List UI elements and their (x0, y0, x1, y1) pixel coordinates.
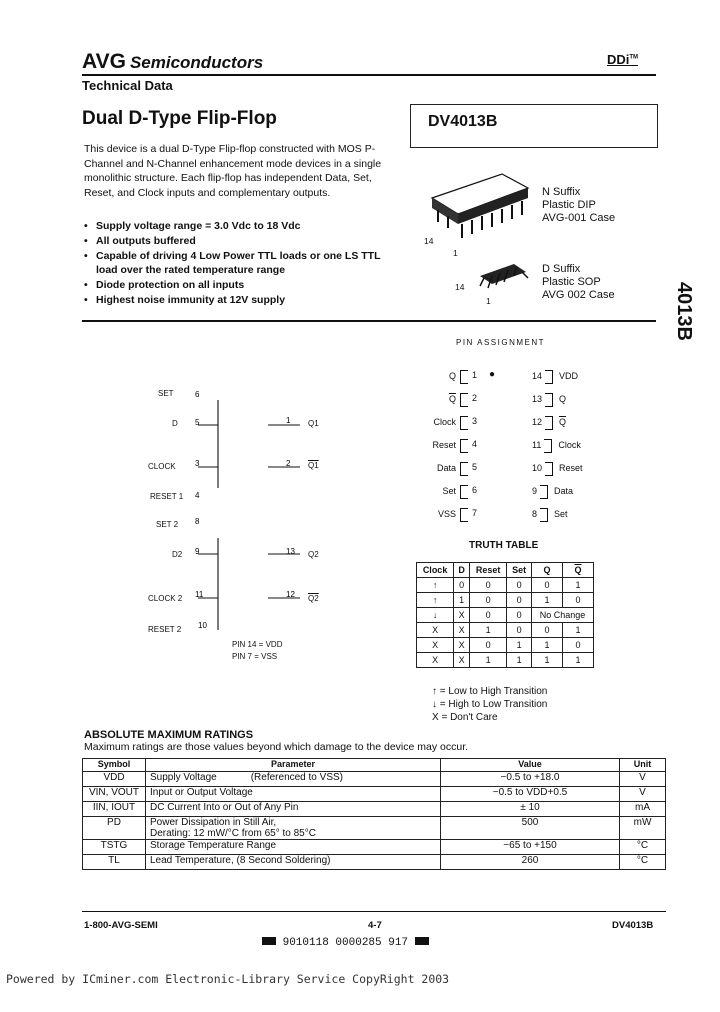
truth-table-cell: 1 (562, 653, 593, 668)
ff2-clock-pin: 11 (195, 590, 204, 599)
truth-table-cell: ↑ (417, 578, 454, 593)
dip-case: AVG-001 Case (542, 212, 616, 224)
ff1-q-pin: 1 (286, 416, 291, 425)
pin-bracket (545, 370, 553, 384)
truth-table-cell: X (454, 653, 470, 668)
ratings-symbol: VIN, VOUT (83, 787, 146, 802)
ratings-value: 500 (441, 817, 620, 840)
pin-assignment-title: PIN ASSIGNMENT (456, 338, 546, 347)
ratings-unit: °C (620, 840, 666, 855)
truth-table-cell: X (454, 623, 470, 638)
pin-name: Clock (433, 417, 456, 428)
ratings-param-note: Derating: 12 mW/°C from 65° to 85°C (150, 828, 316, 839)
legend-dont-care: X = Don't Care (432, 712, 498, 723)
sop-package-icon (480, 264, 528, 288)
ratings-symbol: VDD (83, 772, 146, 787)
watermark: Powered by ICminer.com Electronic-Library Service CopyRight 2003 (6, 972, 450, 986)
ratings-value: −0.5 to VDD+0.5 (441, 787, 620, 802)
truth-table-cell: X (417, 623, 454, 638)
brand-name: AVG (82, 50, 126, 73)
tt-col-set: Set (507, 563, 532, 578)
ratings-symbol: PD (83, 817, 146, 840)
ratings-value: ± 10 (441, 802, 620, 817)
feature-item: • Highest noise immunity at 12V supply (84, 293, 404, 308)
dip-pin1-label: 1 (453, 248, 458, 258)
ff1-q-label: Q1 (308, 419, 319, 428)
footer-part: DV4013B (612, 920, 654, 931)
ratings-col-value: Value (441, 759, 620, 772)
pin-note-vss: PIN 7 = VSS (232, 652, 278, 661)
truth-table (416, 562, 594, 668)
dip-package-icon (432, 174, 528, 238)
truth-table-cell: 1 (532, 593, 563, 608)
ddi-logo-text: DDi (607, 52, 630, 67)
pin-number: 13 (532, 394, 543, 405)
pin-bracket (460, 416, 468, 430)
truth-table-row (417, 623, 594, 638)
truth-table-cell: X (454, 638, 470, 653)
description: This device is a dual D-Type Flip-flop constructed with MOS P-Channel and N-Channel enhancement mode devices in a single monolithic structure. Each flip-flop has independent Data, Set, Reset, and Clock inputs and complementary outputs. (84, 143, 382, 199)
ratings-param-text: Power Dissipation in Still Air, (150, 817, 277, 828)
ratings-unit: mW (620, 817, 666, 840)
side-part-label: 4013B (673, 282, 695, 341)
truth-table-cell: 0 (470, 638, 507, 653)
footer-rule (82, 911, 666, 912)
truth-table-row (417, 578, 594, 593)
pin-row (448, 370, 478, 384)
truth-table-cell: 0 (507, 608, 532, 623)
tt-col-reset: Reset (470, 563, 507, 578)
feature-item: • Capable of driving 4 Low Power TTL loads or one LS TTL load over the rated temperature range (84, 249, 404, 279)
sop-case: AVG 002 Case (542, 289, 615, 301)
dip-package-info (542, 186, 615, 225)
truth-table-cell: 0 (532, 623, 563, 638)
pin-name: VDD (559, 371, 579, 382)
truth-table-cell: 0 (562, 638, 593, 653)
ratings-row (83, 772, 666, 787)
ddi-tm: TM (629, 54, 639, 61)
pin-bracket (544, 439, 552, 453)
pin-row (532, 416, 566, 430)
truth-table-cell: 0 (470, 608, 507, 623)
truth-table-cell: 1 (532, 638, 563, 653)
ff1-set-label: SET (158, 389, 174, 398)
pin-bracket (545, 416, 553, 430)
barcode-text: 9010118 0000285 917 (282, 937, 409, 949)
truth-table-cell: X (417, 653, 454, 668)
ratings-row (83, 787, 666, 802)
ratings-parameter (146, 855, 441, 870)
pin-row (532, 485, 573, 499)
pin-row (442, 485, 478, 499)
pin-name: Data (436, 463, 456, 474)
truth-table-header (417, 563, 594, 578)
ff1-d-label: D (172, 419, 178, 428)
pin-number: 2 (472, 393, 478, 403)
pin-number: 7 (472, 508, 478, 518)
pin-note-vdd: PIN 14 = VDD (232, 640, 283, 649)
ddi-logo (607, 52, 638, 67)
ratings-unit: V (620, 787, 666, 802)
ff1-set-pin: 6 (195, 390, 200, 399)
pin-name: Reset (559, 463, 583, 474)
ratings-param-note: (Referenced to VSS) (250, 772, 343, 783)
pin-name: Reset (432, 440, 456, 451)
ff1-clock-label: CLOCK (148, 462, 176, 471)
truth-table-cell: 0 (470, 578, 507, 593)
truth-table-cell: 1 (470, 653, 507, 668)
truth-table-cell: 0 (470, 593, 507, 608)
legend-rising: ↑ = Low to High Transition (432, 686, 548, 697)
ff1-qbar-pin: 2 (286, 459, 291, 468)
pin-number: 1 (472, 370, 478, 380)
pin-row (433, 416, 478, 430)
ratings-value: −0.5 to +18.0 (441, 772, 620, 787)
truth-table-cell: 1 (562, 623, 593, 638)
feature-item: • Supply voltage range = 3.0 Vdc to 18 Vdc (84, 219, 404, 234)
pin-bracket (545, 462, 553, 476)
pin-bracket (540, 508, 548, 522)
pin-number: 14 (532, 371, 543, 382)
ff1-d-pin: 5 (195, 418, 200, 427)
barcode-block-icon (415, 937, 429, 945)
ratings-unit: °C (620, 855, 666, 870)
ratings-col-parameter: Parameter (146, 759, 441, 772)
sop-type: Plastic SOP (542, 276, 601, 288)
ff2-clock-label: CLOCK 2 (148, 594, 183, 603)
ff1-qbar-label: Q1 (308, 461, 319, 470)
pin-row (448, 393, 478, 407)
pin-number: 8 (532, 509, 538, 520)
pin-name: Clock (558, 440, 581, 451)
pin-bracket (460, 370, 468, 384)
pin-row (532, 508, 568, 522)
truth-table-cell: 1 (562, 578, 593, 593)
ratings-title: ABSOLUTE MAXIMUM RATINGS (84, 729, 254, 741)
pin-bracket (540, 485, 548, 499)
ratings-symbol: TL (83, 855, 146, 870)
ratings-row (83, 840, 666, 855)
ratings-subtitle: Maximum ratings are those values beyond which damage to the device may occur. (84, 741, 469, 753)
pin1-dot-icon: ● (489, 369, 496, 380)
ff1-reset-label: RESET 1 (150, 492, 184, 501)
ratings-symbol: IIN, IOUT (83, 802, 146, 817)
feature-list (84, 219, 404, 308)
pin-name: Set (442, 486, 456, 497)
truth-table-cell: 0 (454, 578, 470, 593)
section-label: Technical Data (82, 78, 173, 93)
barcode-line (262, 937, 429, 949)
brand-sub: Semiconductors (129, 53, 264, 72)
pin-bracket (545, 393, 553, 407)
ff2-qbar-pin: 12 (286, 590, 295, 599)
truth-table-cell: 1 (507, 653, 532, 668)
truth-table-cell: 0 (507, 593, 532, 608)
pin-row (532, 393, 566, 407)
pin-bracket (460, 439, 468, 453)
sop-pin1-label: 1 (486, 296, 491, 306)
truth-table-row (417, 638, 594, 653)
sop-suffix: D Suffix (542, 263, 581, 275)
ratings-parameter (146, 772, 441, 787)
ratings-row (83, 817, 666, 840)
truth-table-cell: 1 (470, 623, 507, 638)
truth-table-row (417, 653, 594, 668)
header-rule (82, 74, 656, 76)
ratings-col-unit: Unit (620, 759, 666, 772)
truth-table-row (417, 593, 594, 608)
ratings-row (83, 855, 666, 870)
truth-table-legend (432, 685, 547, 724)
ratings-parameter (146, 817, 441, 840)
ratings-table (82, 758, 666, 870)
footer-phone: 1-800-AVG-SEMI (84, 920, 158, 931)
truth-table-cell: 0 (507, 578, 532, 593)
package-drawings (418, 168, 548, 304)
truth-table-cell: No Change (532, 608, 594, 623)
truth-table-cell: ↓ (417, 608, 454, 623)
truth-table-row (417, 608, 594, 623)
truth-table-cell: ↑ (417, 593, 454, 608)
truth-table-title: TRUTH TABLE (469, 540, 539, 551)
truth-table-cell: 1 (507, 638, 532, 653)
ff1-reset-pin: 4 (195, 491, 200, 500)
feature-item: • All outputs buffered (84, 234, 404, 249)
page-title: Dual D-Type Flip-Flop (82, 108, 277, 129)
ff2-q-pin: 13 (286, 547, 295, 556)
pin-name: $\overline{Q}$ (559, 417, 567, 428)
pin-bracket (460, 393, 468, 407)
pin-name: Set (554, 509, 568, 520)
pin-number: 3 (472, 416, 478, 426)
pin-number: 12 (532, 417, 543, 428)
tt-col-q: Q (532, 563, 563, 578)
pin-name: Q (559, 394, 567, 405)
brand (82, 50, 263, 74)
sop-package-info (542, 263, 615, 302)
ff2-q-label: Q2 (308, 550, 319, 559)
ff2-set-label: SET 2 (156, 520, 179, 529)
dip-type: Plastic DIP (542, 199, 596, 211)
sop-pin14-label: 14 (455, 282, 465, 292)
pin-number: 10 (532, 463, 543, 474)
pin-number: 6 (472, 485, 478, 495)
pin-name: Data (554, 486, 574, 497)
tt-col-qbar: $\overline{Q}$ (562, 563, 593, 578)
pin-name: Q (448, 371, 456, 382)
dip-pin14-label: 14 (424, 236, 434, 246)
ff1-clock-pin: 3 (195, 459, 200, 468)
ratings-col-symbol: Symbol (83, 759, 146, 772)
pin-number: 9 (532, 486, 538, 497)
truth-table-cell: 0 (507, 623, 532, 638)
pin-name: $\overline{Q}$ (448, 394, 456, 405)
dip-suffix: N Suffix (542, 186, 581, 198)
footer-page: 4-7 (368, 920, 382, 931)
pin-number: 4 (472, 439, 478, 449)
feature-item: • Diode protection on all inputs (84, 278, 404, 293)
pin-bracket (460, 508, 468, 522)
pin-bracket (460, 462, 468, 476)
pin-bracket (460, 485, 468, 499)
ratings-parameter (146, 802, 441, 817)
pin-name: VSS (437, 509, 456, 520)
ratings-value: 260 (441, 855, 620, 870)
ratings-param-text: Storage Temperature Range (150, 840, 277, 851)
ratings-symbol: TSTG (83, 840, 146, 855)
truth-table-cell: X (454, 608, 470, 623)
ratings-param-text: Supply Voltage (150, 772, 217, 783)
ratings-unit: V (620, 772, 666, 787)
pin-row (532, 462, 583, 476)
ff2-set-pin: 8 (195, 517, 200, 526)
truth-table-cell: X (417, 638, 454, 653)
section-rule (82, 320, 656, 322)
ratings-param-text: Lead Temperature, (8 Second Soldering) (150, 855, 331, 866)
ratings-param-text: DC Current Into or Out of Any Pin (150, 802, 299, 813)
pin-row (532, 370, 578, 384)
ff2-reset-pin: 10 (198, 621, 207, 630)
pin-number: 11 (532, 440, 542, 451)
truth-table-cell: 0 (562, 593, 593, 608)
ratings-param-text: Input or Output Voltage (150, 787, 253, 798)
truth-table-cell: 0 (532, 578, 563, 593)
ratings-header (83, 759, 666, 772)
tt-col-clock: Clock (417, 563, 454, 578)
ff2-qbar-label: Q2 (308, 594, 319, 603)
ratings-parameter (146, 840, 441, 855)
ratings-row (83, 802, 666, 817)
truth-table-cell: 1 (532, 653, 563, 668)
truth-table-cell: 1 (454, 593, 470, 608)
part-number: DV4013B (428, 113, 498, 130)
pin-number: 5 (472, 462, 478, 472)
ff2-reset-label: RESET 2 (148, 625, 182, 634)
ff2-d-pin: 9 (195, 547, 200, 556)
barcode-block-icon (262, 937, 276, 945)
legend-falling: ↓ = High to Low Transition (432, 699, 548, 710)
ff2-d-label: D2 (172, 550, 183, 559)
tt-col-d: D (454, 563, 470, 578)
ratings-unit: mA (620, 802, 666, 817)
pin-row (532, 439, 581, 453)
ratings-parameter (146, 787, 441, 802)
ratings-value: −65 to +150 (441, 840, 620, 855)
pin-row (437, 508, 478, 522)
pin-row (432, 439, 478, 453)
pin-row (436, 462, 478, 476)
